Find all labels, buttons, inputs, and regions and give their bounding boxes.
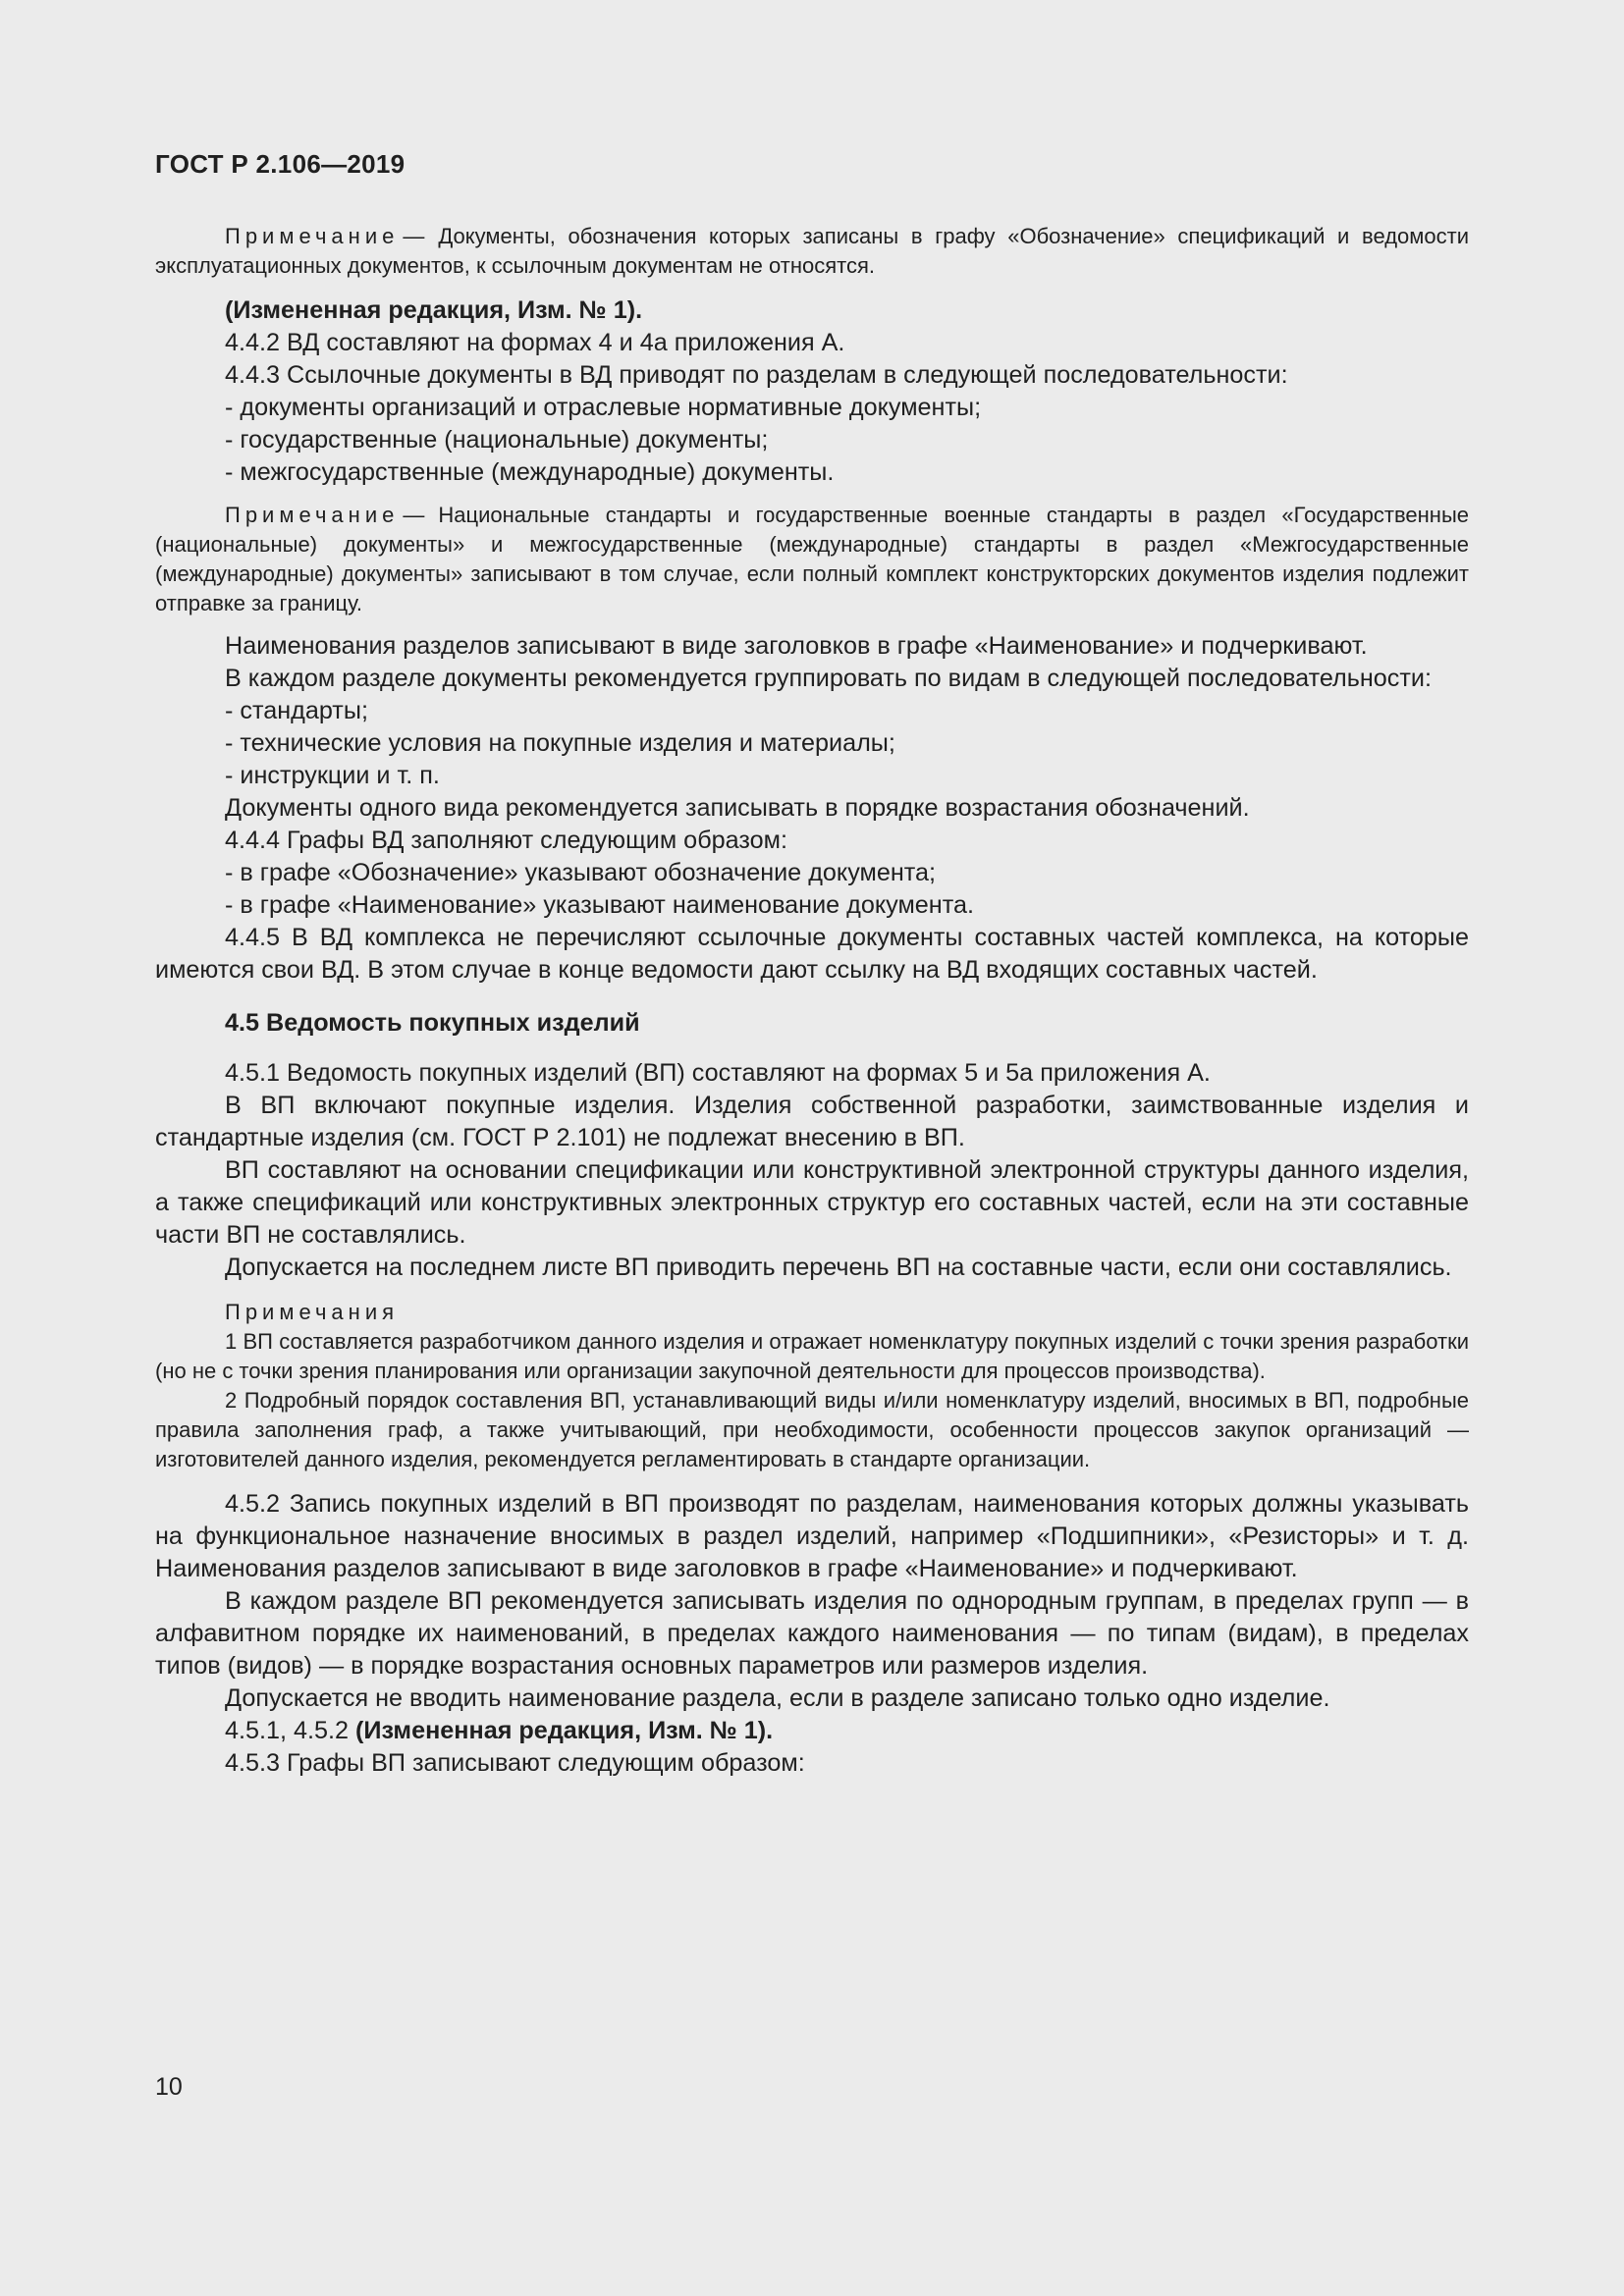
note-text: Национальные стандарты и государственные военные стандарты в раздел «Государственные (национальные) документы» и межгосударственные (международные) стандарты в раздел «Межгосударственные (международные) документы» записывают в том случае, если полный комплект конструкторских документов изделия подлежит отправке за границу.: [155, 503, 1469, 615]
list-item: - инструкции и т. п.: [225, 762, 440, 789]
page-body: [155, 222, 1469, 1780]
amendment-note-4-5: [155, 1715, 1469, 1747]
clause-4-5-1: 4.5.1 Ведомость покупных изделий (ВП) составляют на формах 5 и 5а приложения А.: [225, 1059, 1211, 1087]
amendment-clauses: 4.5.1, 4.5.2: [225, 1717, 350, 1744]
clause-4-5-2: 4.5.2 Запись покупных изделий в ВП производят по разделам, наименования которых должны указывать на функциональное назначение вносимых в раздел изделий, например «Подшипники», «Резисторы» и т. д. Наименования разделов записывают в виде заголовков в графе «Наименование» и подчеркивают.: [155, 1490, 1469, 1582]
paragraph-vp-section-name: Допускается не вводить наименование раздела, если в разделе записано только одно изделие.: [225, 1684, 1330, 1712]
notes-label: Примечания: [225, 1300, 400, 1324]
list-item: - стандарты;: [225, 697, 368, 724]
clause-4-4-3: 4.4.3 Ссылочные документы в ВД приводят по разделам в следующей последовательности:: [225, 361, 1288, 389]
paragraph-grouping: В каждом разделе документы рекомендуется группировать по видам в следующей последовательности:: [225, 665, 1432, 692]
paragraph-vp-last-sheet: Допускается на последнем листе ВП приводить перечень ВП на составные части, если они составлялись.: [225, 1254, 1452, 1281]
paragraph-vp-grouping: В каждом разделе ВП рекомендуется записывать изделия по однородным группам, в пределах групп — в алфавитном порядке их наименований, в пределах каждого наименования — по типам (видам), в пределах типов (видов) — в порядке возрастания основных параметров или размеров изделия.: [155, 1587, 1469, 1680]
paragraph-ordering: Документы одного вида рекомендуется записывать в порядке возрастания обозначений.: [225, 794, 1250, 822]
clause-4-4-5: 4.4.5 В ВД комплекса не перечисляют ссылочные документы составных частей комплекса, на которые имеются свои ВД. В этом случае в конце ведомости дают ссылку на ВД входящих составных частей.: [155, 924, 1469, 984]
document-code-header: ГОСТ Р 2.106—2019: [155, 149, 406, 179]
paragraph-vp-basis: ВП составляют на основании спецификации или конструктивной электронной структуры данного изделия, а также спецификаций или конструктивных электронных структур его составных частей, если на эти составные части ВП не составлялись.: [155, 1156, 1469, 1249]
list-item: - государственные (национальные) документы;: [225, 426, 769, 454]
clause-4-4-4: 4.4.4 Графы ВД заполняют следующим образом:: [225, 827, 787, 854]
list-item: - документы организаций и отраслевые нормативные документы;: [225, 394, 982, 421]
notes-heading: [155, 1298, 1469, 1327]
note-dash: —: [403, 503, 425, 527]
clause-4-4-2: 4.4.2 ВД составляют на формах 4 и 4а приложения А.: [225, 329, 845, 356]
section-heading-4-5: 4.5 Ведомость покупных изделий: [225, 1009, 640, 1037]
amendment-note: (Измененная редакция, Изм. № 1).: [225, 296, 643, 324]
page-number: 10: [155, 2073, 183, 2101]
note-item-1: 1 ВП составляется разработчиком данного изделия и отражает номенклатуру покупных изделий с точки зрения разработки (но не с точки зрения планирования или организации закупочной деятельности для процессов производства).: [155, 1329, 1469, 1383]
paragraph-vp-include: В ВП включают покупные изделия. Изделия собственной разработки, заимствованные изделия и стандартные изделия (см. ГОСТ Р 2.101) не подлежат внесению в ВП.: [155, 1092, 1469, 1151]
notes-block: [155, 1298, 1469, 1474]
note-label: Примечание: [225, 503, 400, 527]
list-item: - в графе «Наименование» указывают наименование документа.: [225, 891, 974, 919]
amendment-text: (Измененная редакция, Изм. № 1).: [355, 1717, 774, 1744]
note-dash: —: [403, 224, 425, 248]
note-national-standards: [155, 501, 1469, 618]
note-item-2: 2 Подробный порядок составления ВП, устанавливающий виды и/или номенклатуру изделий, вносимых в ВП, подробные правила заполнения граф, а также учитывающий, при необходимости, особенности процессов закупок организаций — изготовителей данного изделия, рекомендуется регламентировать в стандарте организации.: [155, 1388, 1469, 1471]
note-label: Примечание: [225, 224, 400, 248]
list-item: - в графе «Обозначение» указывают обозначение документа;: [225, 859, 937, 886]
paragraph-section-names: Наименования разделов записывают в виде заголовков в графе «Наименование» и подчеркивают.: [225, 632, 1368, 660]
list-item: - межгосударственные (международные) документы.: [225, 458, 835, 486]
note-text: Документы, обозначения которых записаны в графу «Обозначение» спецификаций и ведомости эксплуатационных документов, к ссылочным документам не относятся.: [155, 224, 1469, 278]
clause-4-5-3: 4.5.3 Графы ВП записывают следующим образом:: [225, 1749, 805, 1777]
note-block: [155, 501, 1469, 618]
note-ref-docs: [155, 222, 1469, 281]
list-item: - технические условия на покупные изделия и материалы;: [225, 729, 895, 757]
